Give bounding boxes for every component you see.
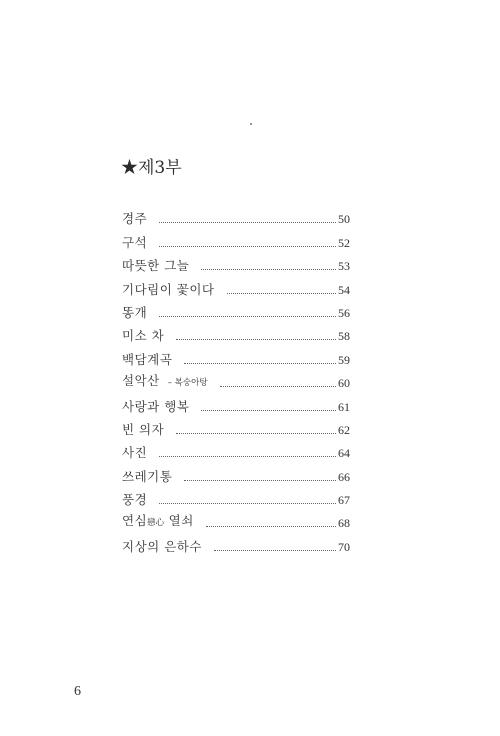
- entry-title: [122, 513, 194, 531]
- page-number: 50: [338, 212, 350, 227]
- entry-title: 백담계곡: [122, 351, 173, 367]
- dot-leader: [201, 410, 336, 411]
- page-number: 53: [338, 259, 350, 274]
- entry-title: 기다림이 꽃이다: [122, 281, 215, 297]
- dot-leader: [159, 246, 336, 247]
- page-number: 60: [338, 376, 350, 391]
- toc-entry: [122, 344, 350, 367]
- dot-leader: [184, 363, 336, 364]
- entry-title: 쓰레기통: [122, 468, 173, 484]
- dot-leader: [201, 269, 336, 270]
- entry-title: 똥개: [122, 304, 148, 320]
- entry-title: 따뜻한 그늘: [122, 258, 190, 274]
- toc-entry: [122, 461, 350, 484]
- page-number: 54: [338, 282, 350, 297]
- toc-entry: [122, 204, 350, 227]
- dot-leader: [176, 339, 336, 340]
- page-number: 66: [338, 469, 350, 484]
- table-of-contents: [122, 204, 350, 555]
- page-number: 64: [338, 446, 350, 461]
- toc-entry: [122, 251, 350, 274]
- dot-leader: [159, 456, 336, 457]
- entry-title-main: 설악산: [122, 373, 160, 389]
- toc-entry: [122, 508, 350, 531]
- part-title: ★제3부: [121, 158, 182, 178]
- entry-title-main: 연심: [122, 513, 148, 529]
- entry-title: 빈 의자: [122, 421, 165, 437]
- toc-entry: [122, 321, 350, 344]
- dot-leader: [159, 222, 336, 223]
- dot-leader: [184, 480, 336, 481]
- page-number: 68: [338, 516, 350, 531]
- entry-title: 사진: [122, 445, 148, 461]
- entry-title: 지상의 은하수: [122, 538, 202, 554]
- page-number: 59: [338, 352, 350, 367]
- dot-leader: [159, 503, 336, 504]
- toc-entry: [122, 531, 350, 554]
- entry-title: [122, 373, 208, 391]
- entry-title: 풍경: [122, 492, 148, 508]
- dot-leader: [220, 386, 336, 387]
- toc-entry: [122, 415, 350, 438]
- page-number: 67: [338, 493, 350, 508]
- dot-leader: [206, 526, 336, 527]
- folio-page-number: 6: [74, 684, 81, 699]
- entry-subtitle: – 복숭아탕: [167, 378, 208, 389]
- entry-title: 구석: [122, 234, 148, 250]
- entry-title: 사랑과 행복: [122, 398, 190, 414]
- toc-entry: [122, 438, 350, 461]
- entry-hanja: 戀心: [147, 518, 165, 529]
- page-number: 62: [338, 422, 350, 437]
- toc-entry: [122, 485, 350, 508]
- dot-leader: [159, 316, 336, 317]
- entry-title-after: 열쇠: [168, 513, 194, 529]
- dot-leader: [214, 550, 336, 551]
- dot-leader: [227, 293, 337, 294]
- dot-leader: [176, 433, 336, 434]
- toc-entry: [122, 227, 350, 250]
- page-number: 61: [338, 399, 350, 414]
- toc-entry: [122, 391, 350, 414]
- toc-entry: [122, 274, 350, 297]
- page-number: 70: [338, 539, 350, 554]
- entry-title: 미소 차: [122, 328, 165, 344]
- page-number: 58: [338, 329, 350, 344]
- print-speck: [250, 123, 252, 125]
- entry-title: 경주: [122, 211, 148, 227]
- page-number: 56: [338, 305, 350, 320]
- toc-entry: [122, 298, 350, 321]
- page-number: 52: [338, 235, 350, 250]
- toc-entry: [122, 368, 350, 391]
